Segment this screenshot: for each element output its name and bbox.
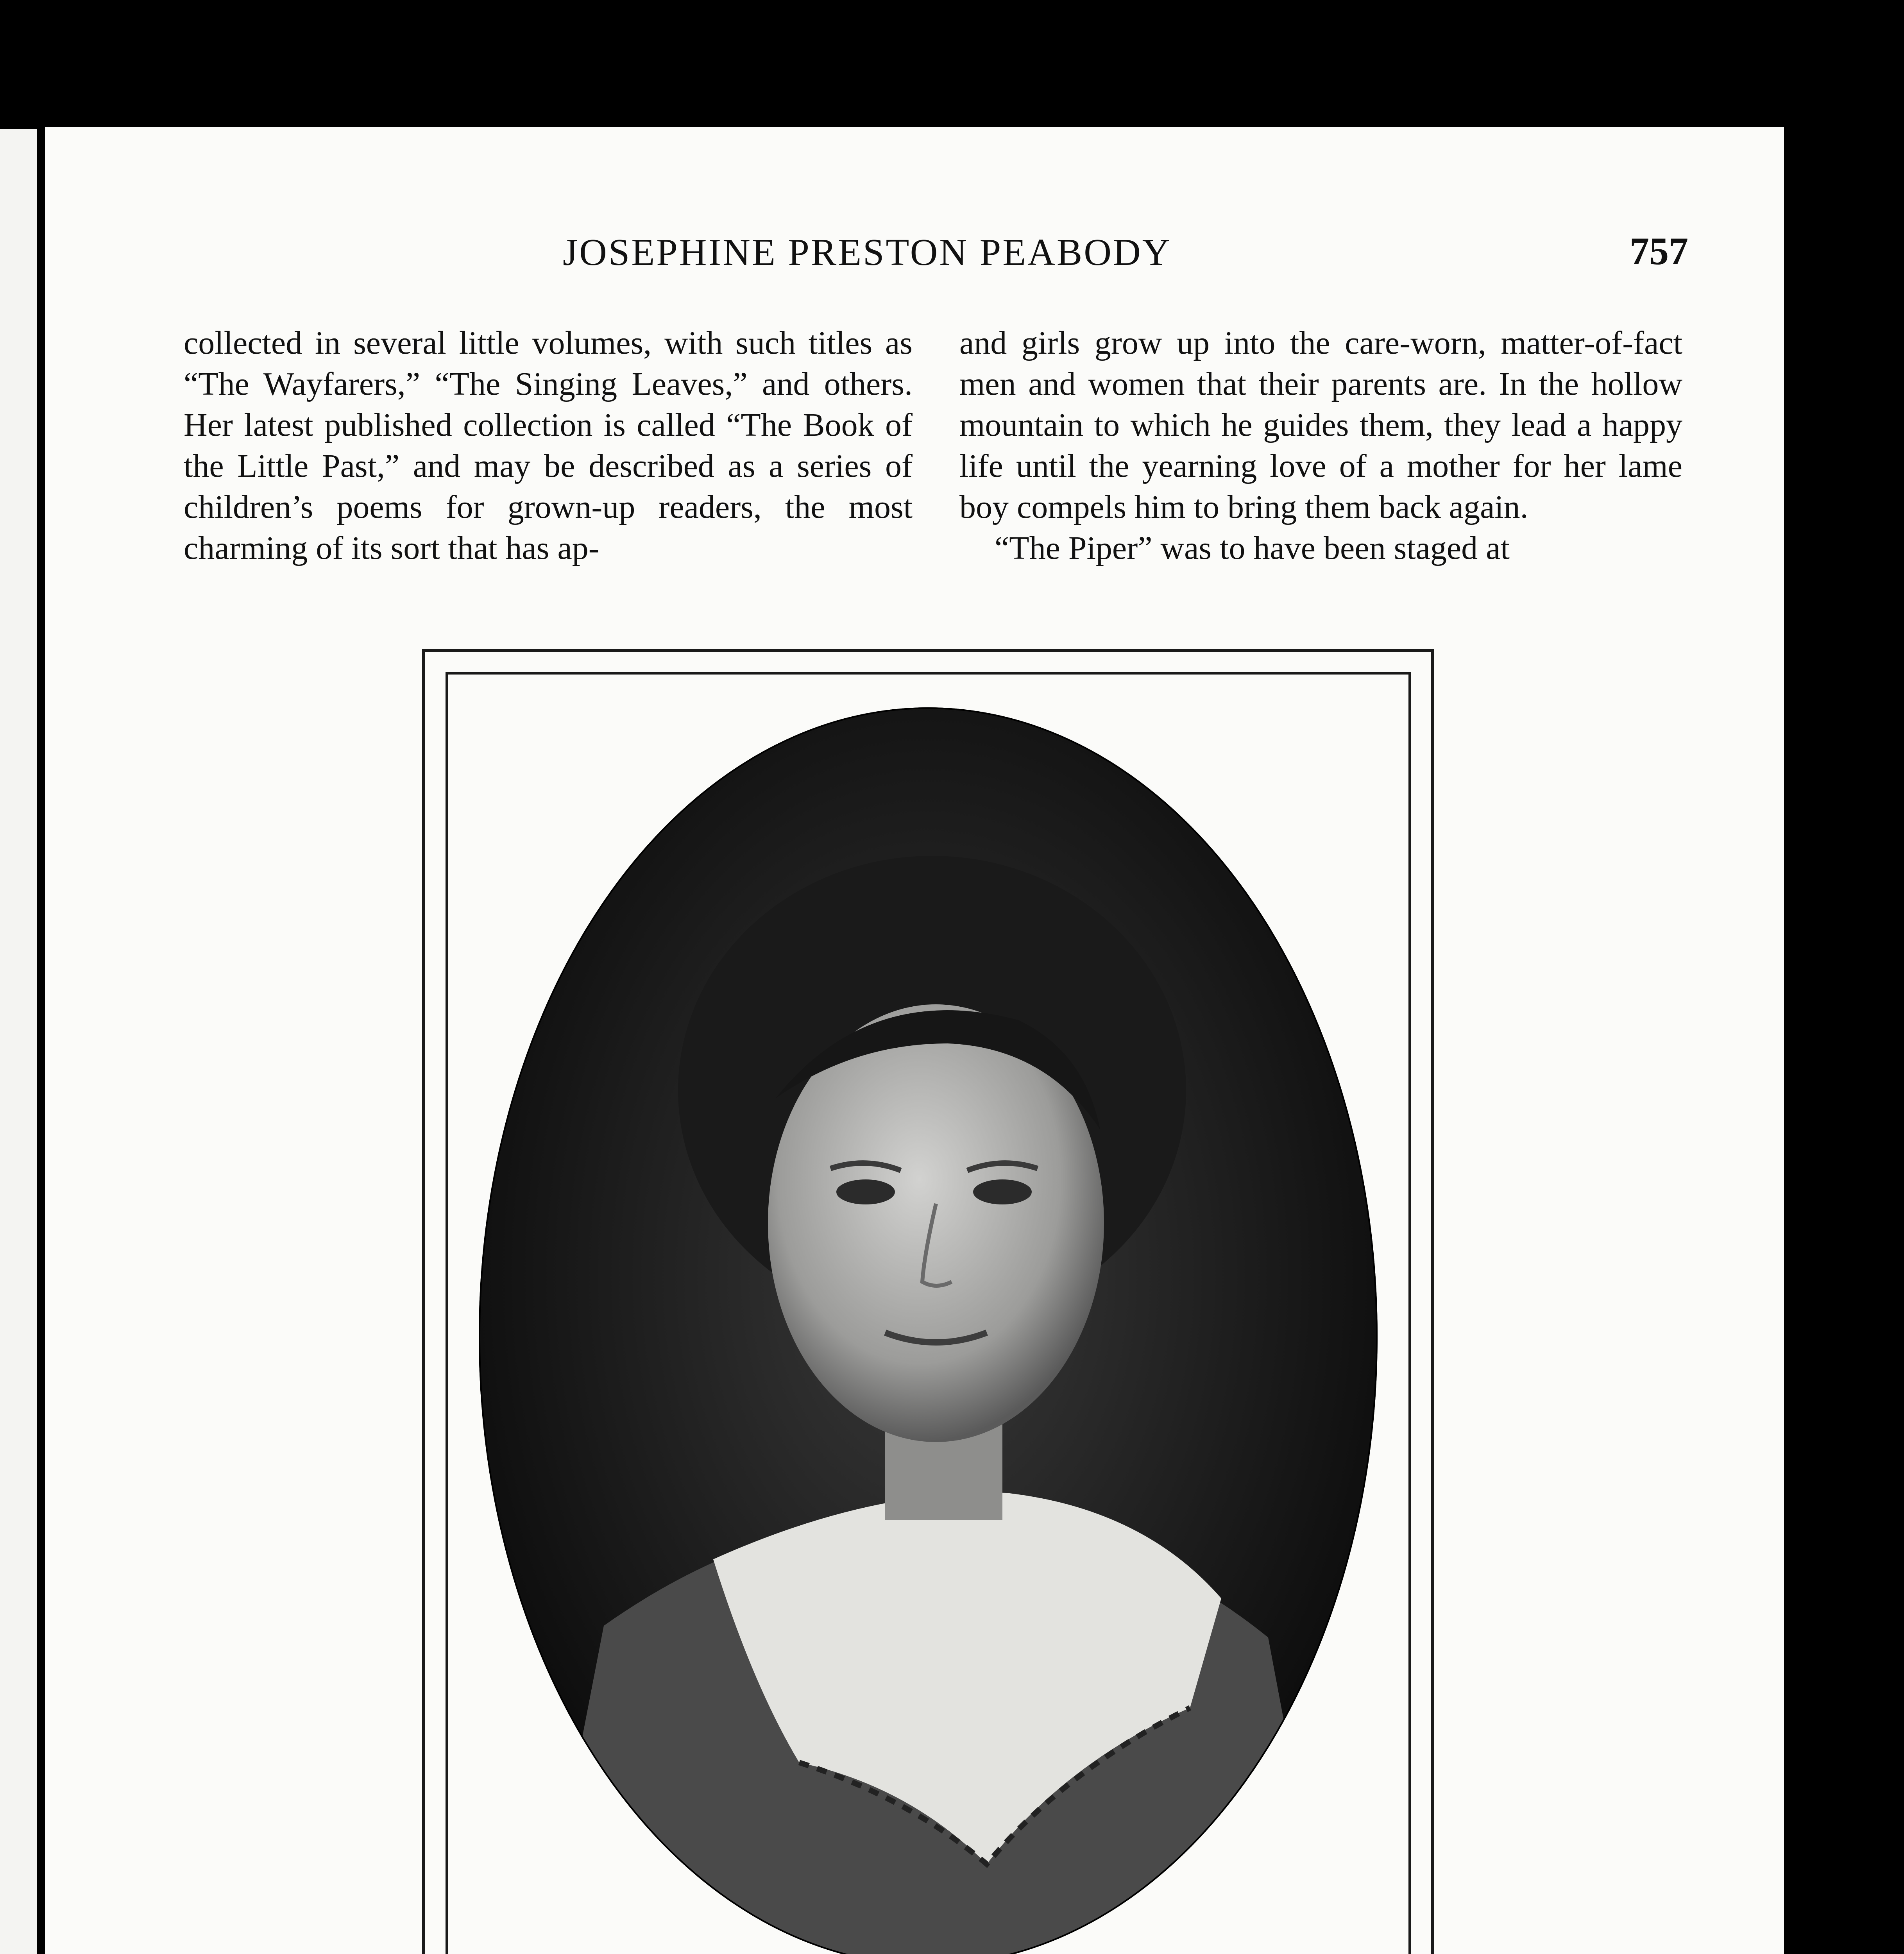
- paragraph: and girls grow up into the care-worn, matter-of-fact men and women that their parents are. In the hollow mountain to which he guides them, they lead a happy life until the yearning love of a mother for her lame boy compels him to bring them back again.: [959, 325, 1682, 525]
- adjacent-page-edge: [0, 129, 37, 1954]
- top-left-column: [184, 322, 913, 569]
- page-number: 757: [1630, 229, 1688, 273]
- paragraph: “The Piper” was to have been staged at: [995, 530, 1510, 566]
- running-head: JOSEPHINE PRESTON PEABODY: [563, 231, 1172, 274]
- paragraph: collected in several little volumes, with such titles as “The Wayfarers,” “The Singing Leaves,” and others. Her latest published collection is called “The Book of the Little Past,” and may be described as a series of children’s poems for grown-up readers, the most charming of its sort that has ap-: [184, 325, 913, 566]
- top-right-column: [959, 322, 1682, 569]
- portrait-photograph: [479, 707, 1378, 1954]
